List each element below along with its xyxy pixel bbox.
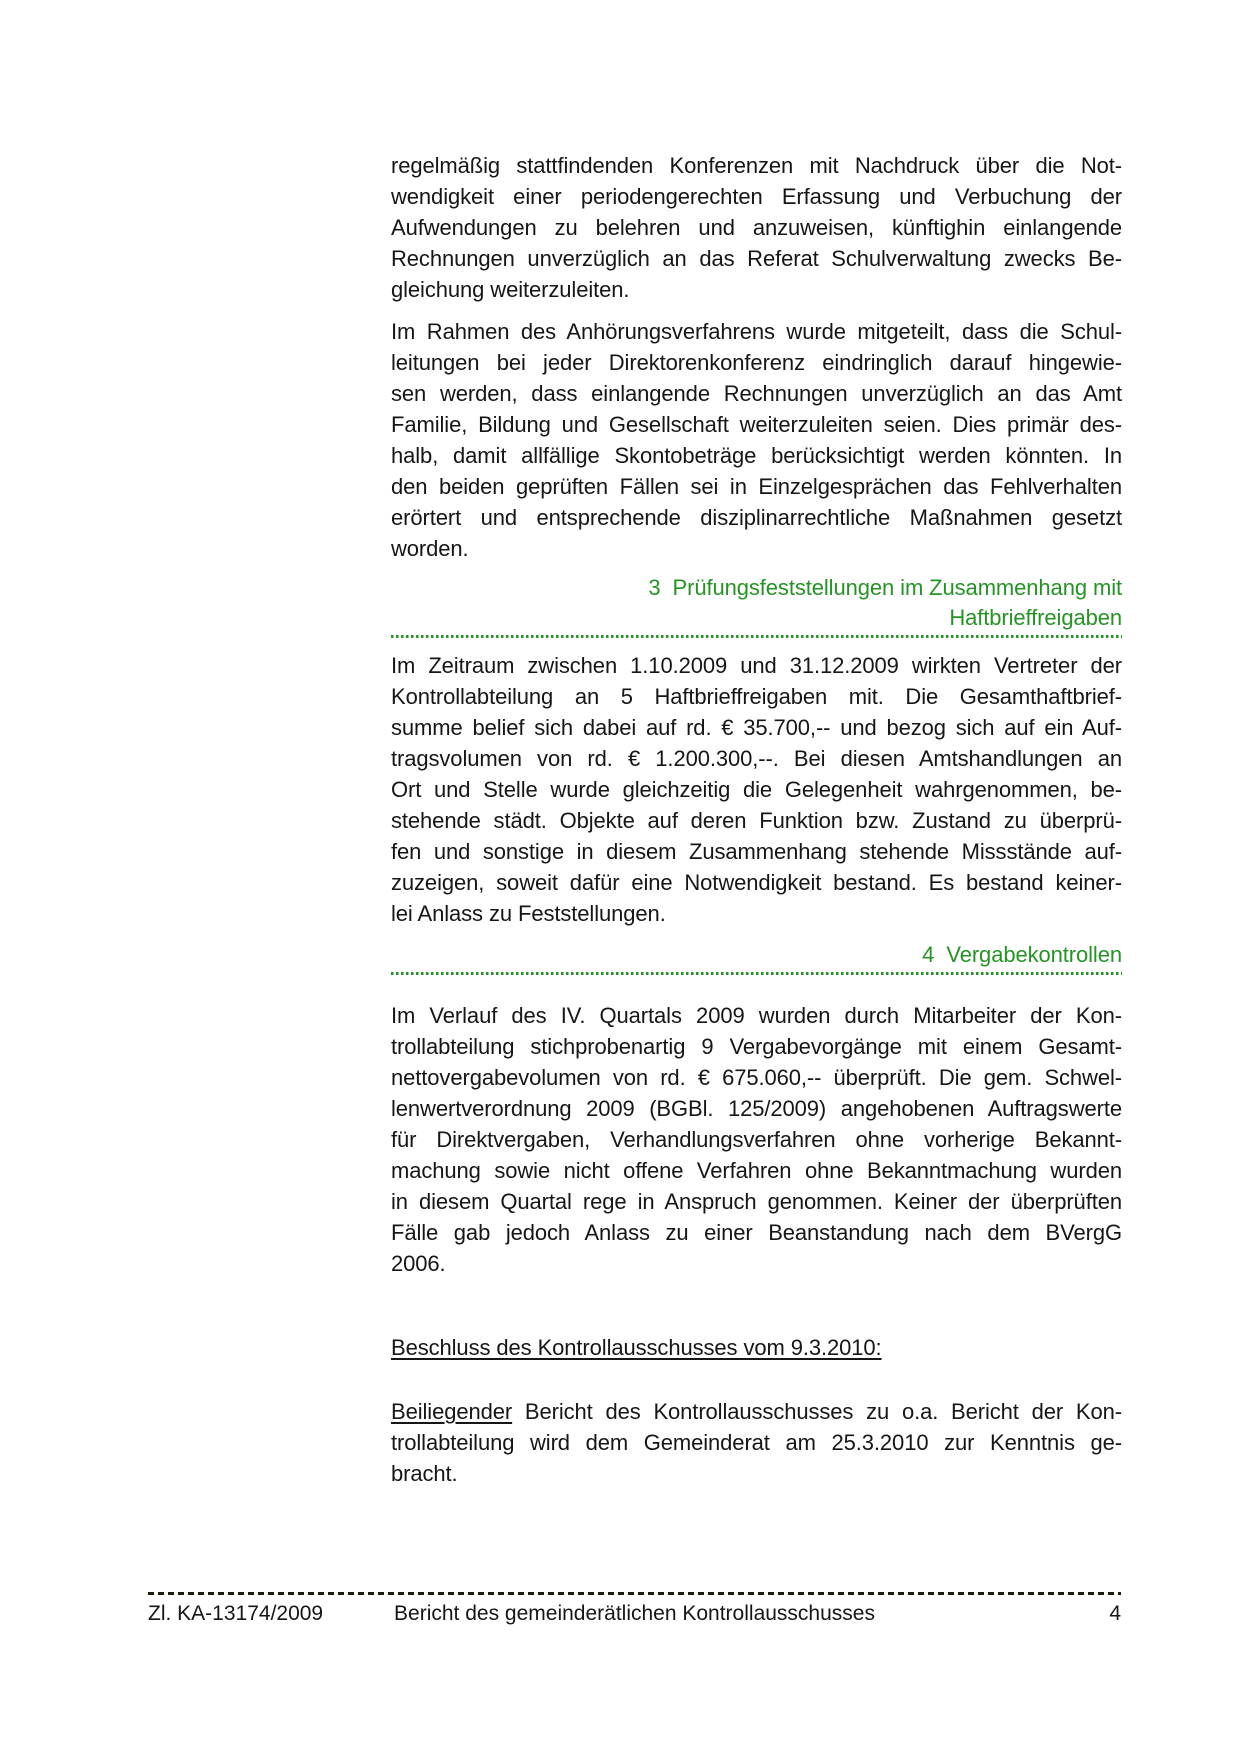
- text-line: Haftbrieffreigaben: [949, 605, 1122, 630]
- text-line: zuzeigen, soweit dafür eine Notwendigkeit bestand. Es bestand keiner-: [391, 870, 1122, 895]
- text-line: halb, damit allfällige Skontobeträge berücksichtigt werden könnten. In: [391, 443, 1122, 468]
- text-line: stehende städt. Objekte auf deren Funktion bzw. Zustand zu überprü-: [391, 808, 1122, 833]
- text-line: Im Rahmen des Anhörungsverfahrens wurde mitgeteilt, dass die Schul-: [391, 319, 1122, 344]
- text-line: lenwertverordnung 2009 (BGBl. 125/2009) angehobenen Auftragswerte: [391, 1096, 1122, 1121]
- heading-lines: [391, 573, 1122, 633]
- text-line: fen und sonstige in diesem Zusammenhang stehende Missstände auf-: [391, 839, 1122, 864]
- text-line: für Direktvergaben, Verhandlungsverfahren ohne vorherige Bekannt-: [391, 1127, 1122, 1152]
- heading-dotted-rule: [391, 972, 1122, 975]
- beschluss-heading: [391, 1332, 1122, 1363]
- closing-paragraph: [391, 1396, 1122, 1489]
- text-line: worden.: [391, 536, 469, 561]
- text-line: sen werden, dass einlangende Rechnungen unverzüglich an das Amt: [391, 381, 1122, 406]
- text-line: 2006.: [391, 1251, 446, 1276]
- text-line: tragsvolumen von rd. € 1.200.300,--. Bei diesen Amtshandlungen an: [391, 746, 1122, 771]
- text-line: trollabteilung wird dem Gemeinderat am 25.3.2010 zur Kenntnis ge-: [391, 1430, 1122, 1455]
- footer-document-title: Bericht des gemeinderätlichen Kontrollausschusses: [394, 1602, 875, 1625]
- text-line: Familie, Bildung und Gesellschaft weiterzuleiten seien. Dies primär des-: [391, 412, 1122, 437]
- text-line: erörtert und entsprechende disziplinarrechtliche Maßnahmen gesetzt: [391, 505, 1122, 530]
- text-line: summe belief sich dabei auf rd. € 35.700,-- und bezog sich auf ein Auf-: [391, 715, 1122, 740]
- text-line: 4 Vergabekontrollen: [922, 942, 1122, 967]
- section-heading-4-vergabekontrollen: [391, 940, 1122, 975]
- text-line: [391, 1396, 1122, 1427]
- text-line: lei Anlass zu Feststellungen.: [391, 901, 666, 926]
- text-line: Kontrollabteilung an 5 Haftbrieffreigaben mit. Die Gesamthaftbrief-: [391, 684, 1122, 709]
- text-line: 3 Prüfungsfeststellungen im Zusammenhang mit: [648, 575, 1122, 600]
- footer-dashed-rule: [148, 1592, 1121, 1595]
- text-line: gleichung weiterzuleiten.: [391, 277, 630, 302]
- text-line: Im Verlauf des IV. Quartals 2009 wurden durch Mitarbeiter der Kon-: [391, 1003, 1122, 1028]
- text-line: Ort und Stelle wurde gleichzeitig die Gelegenheit wahrgenommen, be-: [391, 777, 1122, 802]
- text-line: Rechnungen unverzüglich an das Referat Schulverwaltung zwecks Be-: [391, 246, 1122, 271]
- heading-lines: [391, 940, 1122, 970]
- text-line: in diesem Quartal rege in Anspruch genommen. Keiner der überprüften: [391, 1189, 1122, 1214]
- paragraph-haftbrieffreigaben: [391, 650, 1122, 929]
- text-line: trollabteilung stichprobenartig 9 Vergabevorgänge mit einem Gesamt-: [391, 1034, 1122, 1059]
- paragraph-schulverwaltung: [391, 150, 1122, 305]
- closing-line1-rest: Bericht des Kontrollausschusses zu o.a. Bericht der Kon-: [512, 1399, 1122, 1424]
- text-line: Im Zeitraum zwischen 1.10.2009 und 31.12.2009 wirkten Vertreter der: [391, 653, 1122, 678]
- text-line: Aufwendungen zu belehren und anzuweisen, künftighin einlangende: [391, 215, 1122, 240]
- text-line: regelmäßig stattfindenden Konferenzen mit Nachdruck über die Not-: [391, 153, 1122, 178]
- footer-reference-number: Zl. KA-13174/2009: [148, 1602, 324, 1625]
- heading-dotted-rule: [391, 635, 1122, 638]
- page-footer: [148, 1592, 1121, 1626]
- text-line: machung sowie nicht offene Verfahren ohne Bekanntmachung wurden: [391, 1158, 1122, 1183]
- text-line: den beiden geprüften Fällen sei in Einzelgesprächen das Fehlverhalten: [391, 474, 1122, 499]
- beschluss-heading-text: Beschluss des Kontrollausschusses vom 9.3.2010:: [391, 1335, 882, 1360]
- footer-page-number: 4: [1109, 1602, 1121, 1625]
- text-line: leitungen bei jeder Direktorenkonferenz eindringlich darauf hingewie-: [391, 350, 1122, 375]
- paragraph-anhoerungsverfahren: [391, 316, 1122, 564]
- text-line: wendigkeit einer periodengerechten Erfassung und Verbuchung der: [391, 184, 1122, 209]
- text-line: nettovergabevolumen von rd. € 675.060,-- überprüft. Die gem. Schwel-: [391, 1065, 1122, 1090]
- section-heading-3-haftbrieffreigaben: [391, 573, 1122, 638]
- text-line: bracht.: [391, 1461, 458, 1486]
- text-line: Fälle gab jedoch Anlass zu einer Beanstandung nach dem BVergG: [391, 1220, 1122, 1245]
- closing-underlined-word: Beiliegender: [391, 1399, 513, 1424]
- paragraph-vergabekontrollen: [391, 1000, 1122, 1279]
